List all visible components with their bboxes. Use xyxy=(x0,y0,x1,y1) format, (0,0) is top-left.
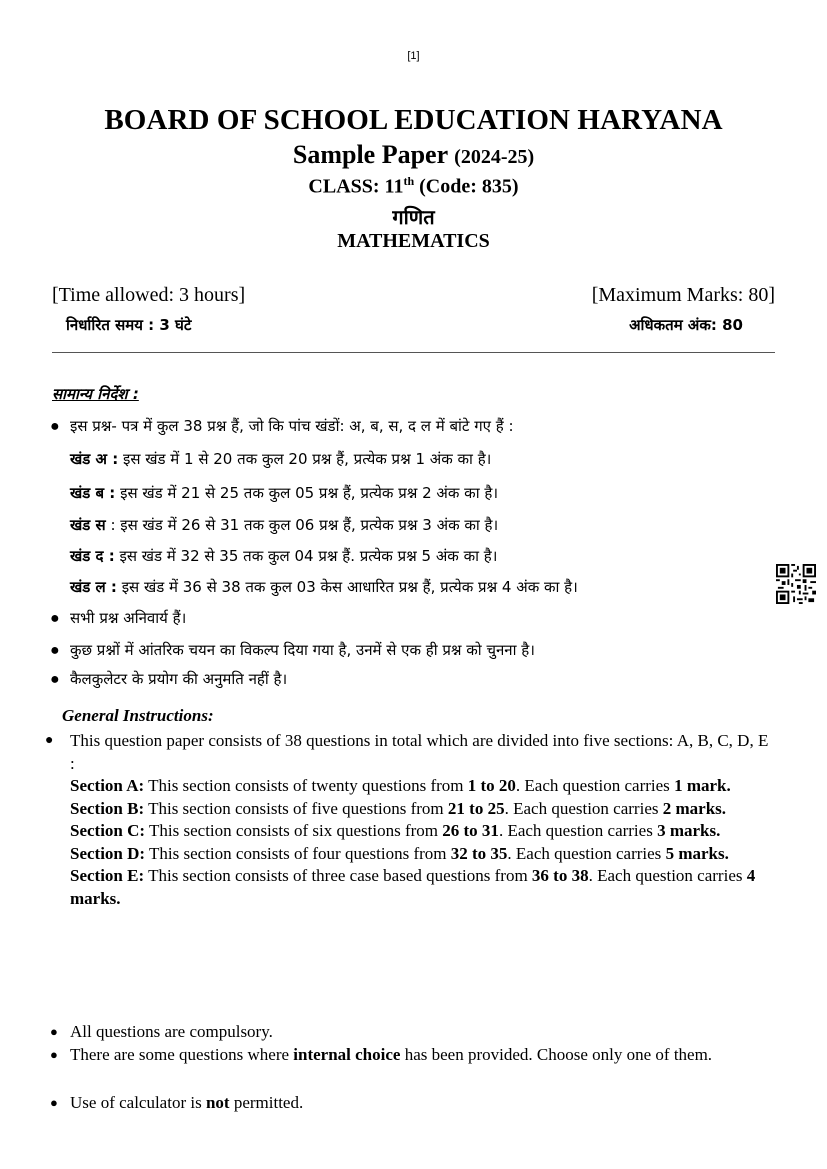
subject-english: MATHEMATICS xyxy=(337,230,490,252)
section-label: खंड अ : xyxy=(70,450,119,468)
hindi-bullet-calculator: कैलकुलेटर के प्रयोग की अनुमति नहीं है। xyxy=(70,670,288,688)
bullet: ● xyxy=(50,1047,58,1062)
hindi-section-d xyxy=(70,546,497,566)
qr-code-icon xyxy=(776,564,816,604)
english-instructions xyxy=(70,730,775,910)
english-bullet-calculator: Use of calculator is not permitted. xyxy=(70,1093,304,1112)
section-text: इस खंड में 32 से 35 तक कुल 04 प्रश्न हैं. प्रत्येक प्रश्न 5 अंक का है। xyxy=(114,547,498,565)
sample-paper-title xyxy=(0,140,827,170)
bullet: ● xyxy=(50,1095,58,1110)
bullet: ● xyxy=(45,733,54,748)
section-label: खंड स xyxy=(70,516,106,534)
time-allowed: [Time allowed: 3 hours] xyxy=(52,284,246,306)
section-text: इस खंड में 21 से 25 तक कुल 05 प्रश्न हैं, प्रत्येक प्रश्न 2 अंक का है। xyxy=(115,484,498,502)
english-section-b: Section B: This section consists of five questions from 21 to 25. Each question carries 2 marks. xyxy=(70,798,727,818)
english-section-c: Section C: This section consists of six questions from 26 to 31. Each question carries 3 marks. xyxy=(70,821,721,840)
bullet: ● xyxy=(50,1024,58,1039)
maximum-marks: [Maximum Marks: 80] xyxy=(591,284,775,306)
hindi-instructions-title: सामान्य निर्देश : xyxy=(52,385,139,403)
section-text: इस खंड में 1 से 20 तक कुल 20 प्रश्न हैं, प्रत्येक प्रश्न 1 अंक का है। xyxy=(118,450,492,468)
class-prefix: CLASS: 11 xyxy=(308,175,404,198)
english-section-d: Section D: This section consists of four questions from 32 to 35. Each question carries 5 marks. xyxy=(70,843,729,863)
english-section-a: Section A: This section consists of twenty questions from 1 to 20. Each question carries 1 mark. xyxy=(70,776,731,795)
english-bullet-compulsory: All questions are compulsory. xyxy=(70,1022,273,1041)
section-text: इस खंड में 36 से 38 तक कुल 03 केस आधारित प्रश्न हैं, प्रत्येक प्रश्न 4 अंक का है। xyxy=(116,578,578,596)
divider-line xyxy=(52,352,775,353)
bullet: ● xyxy=(50,671,60,688)
sample-paper-label: Sample Paper xyxy=(292,140,448,169)
class-suffix: th xyxy=(403,174,415,188)
subject-hindi: गणित xyxy=(392,205,435,229)
page-number: [1] xyxy=(407,50,420,62)
english-section-e: Section E: This section consists of three case based questions from 36 to 38. Each question carries 4 marks. xyxy=(70,866,756,908)
english-bullet-choice: There are some questions where internal choice has been provided. Choose only one of them. xyxy=(70,1045,713,1064)
board-title: BOARD OF SCHOOL EDUCATION HARYANA xyxy=(104,104,723,136)
class-line xyxy=(0,174,827,199)
hindi-intro: इस प्रश्न- पत्र में कुल 38 प्रश्न हैं, जो कि पांच खंडों: अ, ब, स, द ल में बांटे गए हैं : xyxy=(70,417,514,435)
hindi-section-a xyxy=(70,449,491,469)
bullet: ● xyxy=(50,642,60,659)
hindi-section-e xyxy=(70,577,578,597)
hindi-bullet-compulsory: सभी प्रश्न अनिवार्य हैं। xyxy=(70,609,187,627)
section-label: खंड द : xyxy=(70,547,115,565)
hindi-section-b xyxy=(70,483,498,503)
session-year: (2024-25) xyxy=(454,146,535,168)
bullet: ● xyxy=(50,418,60,435)
section-label: खंड ब : xyxy=(70,484,116,502)
maximum-marks-hindi: अधिकतम अंक: 80 xyxy=(629,316,743,334)
section-text: : इस खंड में 26 से 31 तक कुल 06 प्रश्न हैं, प्रत्येक प्रश्न 3 अंक का है। xyxy=(105,516,499,534)
hindi-bullet-choice: कुछ प्रश्नों में आंतरिक चयन का विकल्प दिया गया है, उनमें से एक ही प्रश्न को चुनना है। xyxy=(70,641,535,659)
class-code: (Code: 835) xyxy=(414,175,519,198)
english-instructions-title: General Instructions: xyxy=(62,706,214,725)
time-allowed-hindi: निर्धारित समय : 3 घंटे xyxy=(66,316,192,334)
section-label: खंड ल : xyxy=(70,578,117,596)
bullet: ● xyxy=(50,610,60,627)
english-intro: This question paper consists of 38 questions in total which are divided into five sections: A, B, C, D, E : xyxy=(70,731,769,773)
hindi-section-c xyxy=(70,515,498,535)
